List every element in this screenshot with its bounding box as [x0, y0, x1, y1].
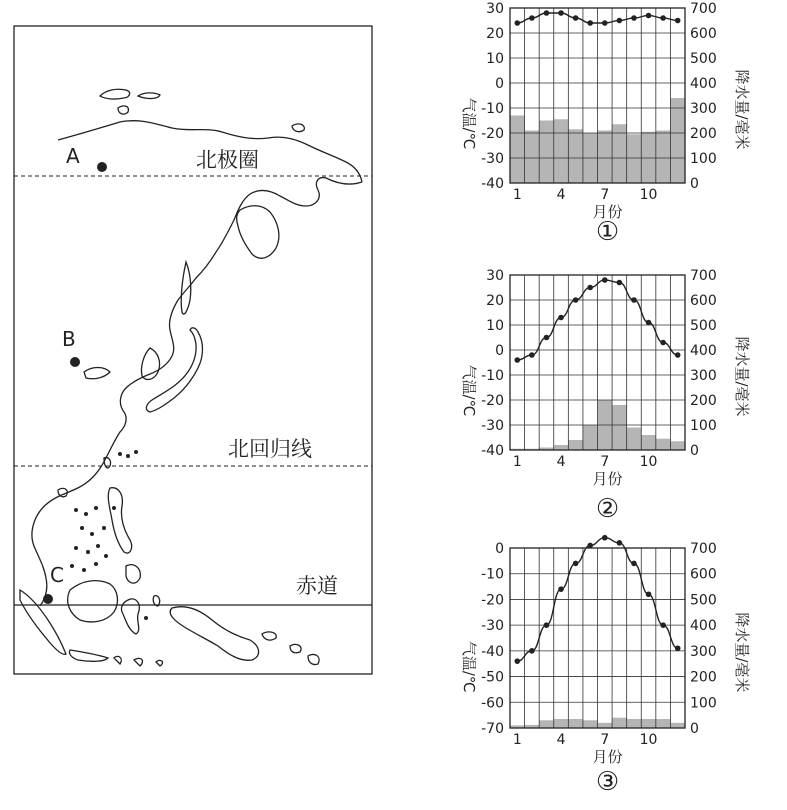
philippines	[108, 488, 131, 553]
precip-tick-label: 700	[690, 268, 717, 284]
precip-tick-label: 400	[690, 618, 717, 635]
precip-tick-label: 100	[690, 418, 717, 434]
new-guinea	[170, 607, 258, 661]
mindanao	[126, 565, 140, 583]
temp-tick-label: 10	[486, 318, 504, 334]
temp-axis-label: 气温/℃	[460, 97, 478, 150]
precip-tick-label: 300	[690, 101, 717, 117]
temperature-point	[675, 352, 681, 358]
point-a-label: A	[66, 144, 80, 168]
temp-tick-label: -10	[481, 368, 504, 384]
precip-tick-label: 500	[690, 51, 717, 67]
precip-bar	[641, 435, 656, 450]
island-4	[292, 124, 304, 132]
chart-id-label: ③	[595, 767, 620, 797]
climate-chart-2	[460, 268, 751, 524]
temperature-point	[660, 622, 666, 628]
precip-bar	[583, 425, 598, 450]
x-axis-label: 月份	[592, 470, 623, 488]
temp-tick-label: 30	[486, 268, 504, 284]
temp-axis-label: 气温/℃	[460, 640, 478, 693]
precip-axis-label: 降水量/毫米	[733, 336, 751, 417]
temp-tick-label: -40	[481, 176, 504, 192]
borneo	[68, 581, 118, 622]
precip-axis-label: 降水量/毫米	[733, 69, 751, 150]
temp-tick-label: 30	[486, 1, 504, 17]
temperature-point	[587, 285, 593, 291]
point-a-marker	[97, 162, 107, 172]
korea	[141, 348, 159, 379]
temperature-point	[617, 18, 623, 24]
precip-tick-label: 600	[690, 26, 717, 42]
precip-bar	[554, 719, 569, 728]
temperature-point	[646, 320, 652, 326]
month-tick-label: 10	[639, 187, 658, 203]
precip-tick-label: 200	[690, 669, 717, 686]
precip-tick-label: 700	[690, 1, 717, 17]
point-b-label: B	[62, 327, 76, 351]
precip-tick-label: 700	[690, 541, 717, 557]
temp-tick-label: 0	[495, 343, 504, 359]
climate-charts	[460, 1, 751, 797]
precip-bar	[539, 720, 554, 728]
precip-tick-label: 200	[690, 393, 717, 409]
kamchatka	[237, 206, 279, 259]
temp-tick-label: 0	[495, 541, 504, 557]
sulawesi	[121, 599, 139, 634]
temperature-point	[514, 20, 520, 26]
temperature-point	[646, 13, 652, 19]
java	[69, 650, 108, 661]
temperature-point	[602, 535, 608, 541]
temperature-point	[602, 277, 608, 283]
temp-tick-label: -30	[481, 418, 504, 434]
month-tick-label: 1	[512, 187, 522, 203]
precip-bar	[670, 723, 685, 728]
japan	[146, 328, 202, 412]
temperature-point	[558, 315, 564, 321]
precip-tick-label: 0	[690, 176, 699, 192]
month-tick-label: 4	[556, 732, 566, 748]
island-2	[138, 93, 160, 99]
precip-bar	[670, 98, 685, 183]
temperature-point	[514, 658, 520, 664]
temperature-point	[573, 561, 579, 567]
temp-tick-label: -30	[481, 151, 504, 167]
precip-bar	[510, 116, 525, 184]
temperature-point	[587, 543, 593, 549]
precip-bar	[554, 119, 569, 183]
precip-bar	[670, 441, 685, 450]
precip-bar	[568, 719, 583, 728]
island-1	[100, 89, 130, 99]
point-c-label: C	[50, 563, 64, 587]
temperature-point	[675, 18, 681, 24]
precip-bar	[656, 439, 671, 450]
temperature-point	[544, 622, 550, 628]
precip-bar	[627, 134, 642, 183]
temp-tick-label: -10	[481, 566, 504, 583]
island-dots	[70, 450, 148, 620]
precip-tick-label: 600	[690, 293, 717, 309]
temperature-point	[587, 20, 593, 26]
temperature-point	[631, 15, 637, 21]
month-tick-label: 1	[512, 732, 522, 748]
precip-bar	[656, 719, 671, 728]
temperature-point	[631, 297, 637, 303]
precip-bar	[539, 121, 554, 184]
temp-tick-label: -40	[481, 643, 504, 660]
precip-bar	[598, 723, 613, 728]
temperature-point	[675, 645, 681, 651]
temperature-point	[631, 561, 637, 567]
precip-tick-label: 500	[690, 592, 717, 609]
temperature-point	[544, 10, 550, 16]
temp-axis-label: 气温/℃	[460, 364, 478, 417]
precip-tick-label: 300	[690, 643, 717, 660]
temp-tick-label: 20	[486, 293, 504, 309]
month-tick-label: 7	[600, 187, 610, 203]
x-axis-label: 月份	[592, 748, 623, 766]
precip-tick-label: 600	[690, 566, 717, 583]
temperature-point	[660, 340, 666, 346]
precip-bar	[612, 405, 627, 450]
point-c-marker	[43, 594, 53, 604]
temperature-point	[529, 15, 535, 21]
precip-tick-label: 300	[690, 368, 717, 384]
precip-tick-label: 400	[690, 343, 717, 359]
small-islands	[114, 632, 319, 666]
temp-tick-label: 10	[486, 51, 504, 67]
temperature-point	[573, 297, 579, 303]
temperature-point	[514, 357, 520, 363]
precip-tick-label: 400	[690, 76, 717, 92]
temp-tick-label: -70	[481, 721, 504, 737]
precip-bar	[598, 131, 613, 184]
east-asia-coastline	[32, 178, 362, 606]
temperature-point	[617, 280, 623, 286]
precip-bar	[525, 131, 540, 184]
temp-tick-label: 0	[495, 76, 504, 92]
temperature-point	[558, 10, 564, 16]
shandong	[84, 368, 110, 379]
temperature-point	[544, 335, 550, 341]
temperature-point	[529, 648, 535, 654]
temp-tick-label: -10	[481, 101, 504, 117]
precip-tick-label: 100	[690, 151, 717, 167]
arctic-circle-label: 北极圈	[196, 148, 259, 172]
precip-bar	[554, 445, 569, 450]
equator-label: 赤道	[296, 574, 338, 598]
precip-bar	[627, 719, 642, 728]
precip-bar	[612, 718, 627, 728]
point-b-marker	[70, 357, 80, 367]
temp-tick-label: -20	[481, 393, 504, 409]
precip-bar	[627, 428, 642, 451]
precip-tick-label: 0	[690, 443, 699, 459]
month-tick-label: 1	[512, 454, 522, 470]
precip-bar	[641, 719, 656, 728]
precip-tick-label: 200	[690, 126, 717, 142]
month-tick-label: 7	[600, 454, 610, 470]
precip-bar	[656, 131, 671, 184]
precip-bar	[641, 132, 656, 183]
precip-bar	[583, 720, 598, 728]
precip-axis-label: 降水量/毫米	[733, 612, 751, 693]
temperature-point	[617, 540, 623, 546]
temperature-point	[660, 15, 666, 21]
precip-bar	[568, 129, 583, 183]
temperature-point	[646, 591, 652, 597]
month-tick-label: 4	[556, 454, 566, 470]
temperature-point	[558, 586, 564, 592]
map-panel	[14, 26, 372, 674]
climate-chart-3	[460, 535, 751, 797]
precip-tick-label: 100	[690, 695, 717, 712]
precip-tick-label: 500	[690, 318, 717, 334]
temp-tick-label: -20	[481, 592, 504, 609]
sumatra	[20, 590, 66, 654]
temp-tick-label: -60	[481, 695, 504, 712]
temperature-point	[573, 15, 579, 21]
chart-id-label: ①	[595, 217, 620, 247]
x-axis-label: 月份	[592, 203, 623, 221]
month-tick-label: 4	[556, 187, 566, 203]
month-tick-label: 10	[639, 454, 658, 470]
month-tick-label: 10	[639, 732, 658, 748]
temp-tick-label: -40	[481, 443, 504, 459]
temperature-point	[529, 352, 535, 358]
month-tick-label: 7	[600, 732, 610, 748]
chart-id-label: ②	[595, 494, 620, 524]
precip-tick-label: 0	[690, 721, 699, 737]
temp-tick-label: -20	[481, 126, 504, 142]
sakhalin	[181, 262, 191, 314]
precip-bar	[568, 440, 583, 450]
island-3	[118, 106, 128, 114]
climate-chart-1	[460, 1, 751, 247]
temp-tick-label: 20	[486, 26, 504, 42]
tropic-of-cancer-label: 北回归线	[228, 437, 312, 461]
temp-tick-label: -30	[481, 618, 504, 635]
temp-tick-label: -50	[481, 669, 504, 686]
temperature-point	[602, 20, 608, 26]
